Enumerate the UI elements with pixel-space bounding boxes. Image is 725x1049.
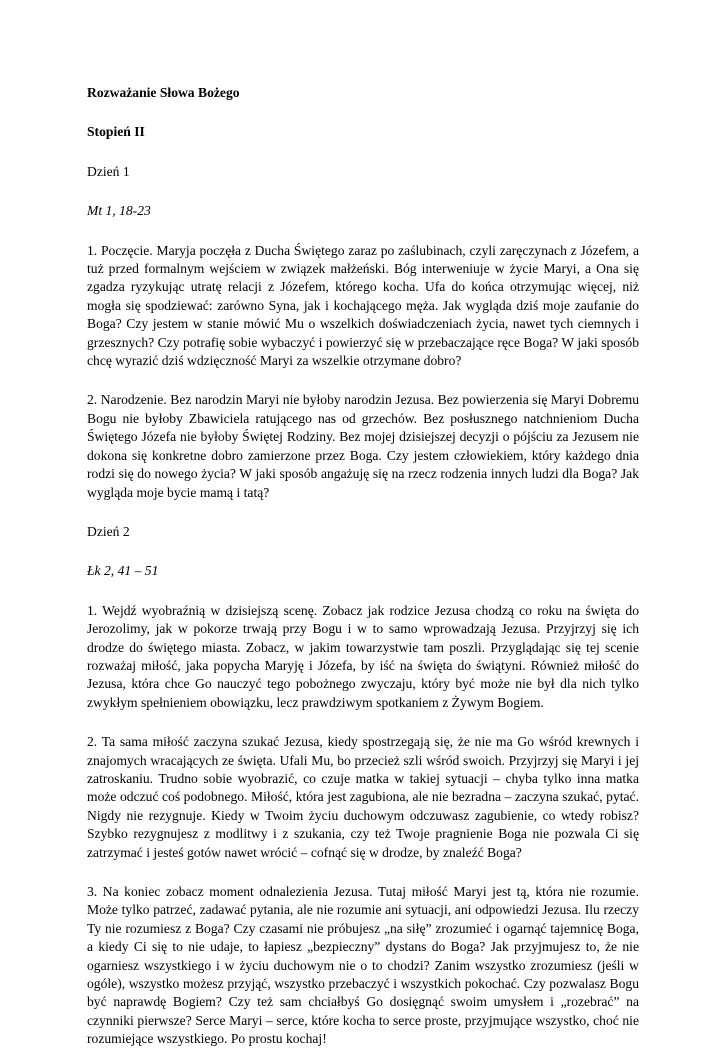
day-1-heading: Dzień 1	[87, 163, 130, 179]
document-page	[87, 84, 639, 1049]
day-2-heading: Dzień 2	[87, 523, 130, 539]
day-1-paragraph-1: 1. Poczęcie. Maryja poczęła z Ducha Świętego zaraz po zaślubinach, czyli zaręczynach z Józefem, a tuż przed formalnym wejściem w związek małżeński. Bóg interweniuje w życie Maryi, a Ona się zgadza ryzykując utratę relacji z Józefem, którego kocha. Ufa do końca otrzymując więcej, niż mogła się spodziewać: zarówno Syna, jak i kochającego męża. Jak wygląda dziś moje zaufanie do Boga? Czy jestem w stanie mówić Mu o wszelkich doświadczeniach życia, nawet tych ciemnych i grzesznych? Czy potrafię sobie wybaczyć i powierzyć się w przebaczające ręce Boga? W jaki sposób chcę wyrazić dziś wdzięczność Maryi za wszelkie otrzymane dobro?	[87, 242, 639, 369]
stage-heading: Stopień II	[87, 124, 145, 140]
day-2-paragraph-1: 1. Wejdź wyobraźnią w dzisiejszą scenę. Zobacz jak rodzice Jezusa chodzą co roku na święta do Jerozolimy, jak w pokorze trwają przy Bogu i w to samo wprowadzają Jezusa. Przyjrzyj się ich drodze do świętego miasta. Zobacz, w jakim towarzystwie tam poszli. Przyglądając się tej scenie rozważaj miłość, jaka popycha Maryję i Józefa, by iść na święta do świątyni. Również miłość do Jezusa, która chce Go nauczyć tego pobożnego zwyczaju, który być może nie był dla nich tylko zwykłym spełnieniem obowiązku, lecz prawdziwym spotkaniem z Żywym Bogiem.	[87, 602, 639, 710]
day-2-paragraph-2: 2. Ta sama miłość zaczyna szukać Jezusa, kiedy spostrzegają się, że nie ma Go wśród krewnych i znajomych wracających ze święta. Ufali Mu, bo przecież szli wśród swoich. Przyjrzyj się Maryi i jej zatroskaniu. Trudno sobie wyobrazić, co czuje matka w takiej sytuacji – chyba tylko inna matka może odczuć coś podobnego. Miłość, która jest zagubiona, ale nie bezradna – zaczyna szukać, pytać. Nigdy nie rezygnuje. Kiedy w Twoim życiu duchowym odczuwasz zagubienie, co wtedy robisz? Szybko rezygnujesz z modlitwy i z szukania, czy też Twoje pragnienie Boga nie pozwala Ci się zatrzymać i jesteś gotów nawet wrócić – cofnąć się w drodze, by znaleźć Boga?	[87, 734, 639, 860]
day-2-paragraph-3: 3. Na koniec zobacz moment odnalezienia Jezusa. Tutaj miłość Maryi jest tą, która nie rozumie. Może tylko patrzeć, zadawać pytania, ale nie rozumie ani sytuacji, ani odpowiedzi Jezusa. Ilu rzeczy Ty nie rozumiesz z Boga? Czy czasami nie próbujesz „na siłę” zrozumieć i ogarnąć tajemnicę Boga, a kiedy Ci się to nie udaje, to łapiesz „bezpieczny” dystans do Boga? Jak przyjmujesz to, że nie ogarniesz wszystkiego i w życiu duchowym nie o to chodzi? Zanim wszystko zrozumiesz (jeśli w ogóle), wszystko możesz przyjąć, wszystko przebaczyć i wszystkich pokochać. Czy pozwalasz Bogu być naprawdę Bogiem? Czy też sam chciałbyś Go dosięgnąć swoim umysłem i „rozebrać” na czynniki pierwsze? Serce Maryi – serce, które kocha to serce proste, przyjmujące wszystko, choć nie rozumiejące wszystkiego. Po prostu kochaj!	[87, 884, 639, 1047]
day-1-scripture-reference: Mt 1, 18-23	[87, 203, 151, 219]
document-title: Rozważanie Słowa Bożego	[87, 85, 240, 100]
day-1-paragraph-2: 2. Narodzenie. Bez narodzin Maryi nie byłoby narodzin Jezusa. Bez powierzenia się Maryi Dobremu Bogu nie byłoby Zbawiciela ratującego nas od grzechów. Bez posłusznego natchnieniom Ducha Świętego Józefa nie byłoby Świętej Rodziny. Bez mojej dzisiejszej decyzji o pójściu za Jezusem nie dokona się konkretne dobro zamierzone przez Boga. Czy jestem człowiekiem, który każdego dnia rodzi się do nowego życia? W jaki sposób angażuję się na rzecz rodzenia innych ludzi dla Boga? Jak wygląda moje bycie mamą i tatą?	[87, 392, 639, 500]
day-2-scripture-reference: Łk 2, 41 – 51	[87, 563, 159, 579]
